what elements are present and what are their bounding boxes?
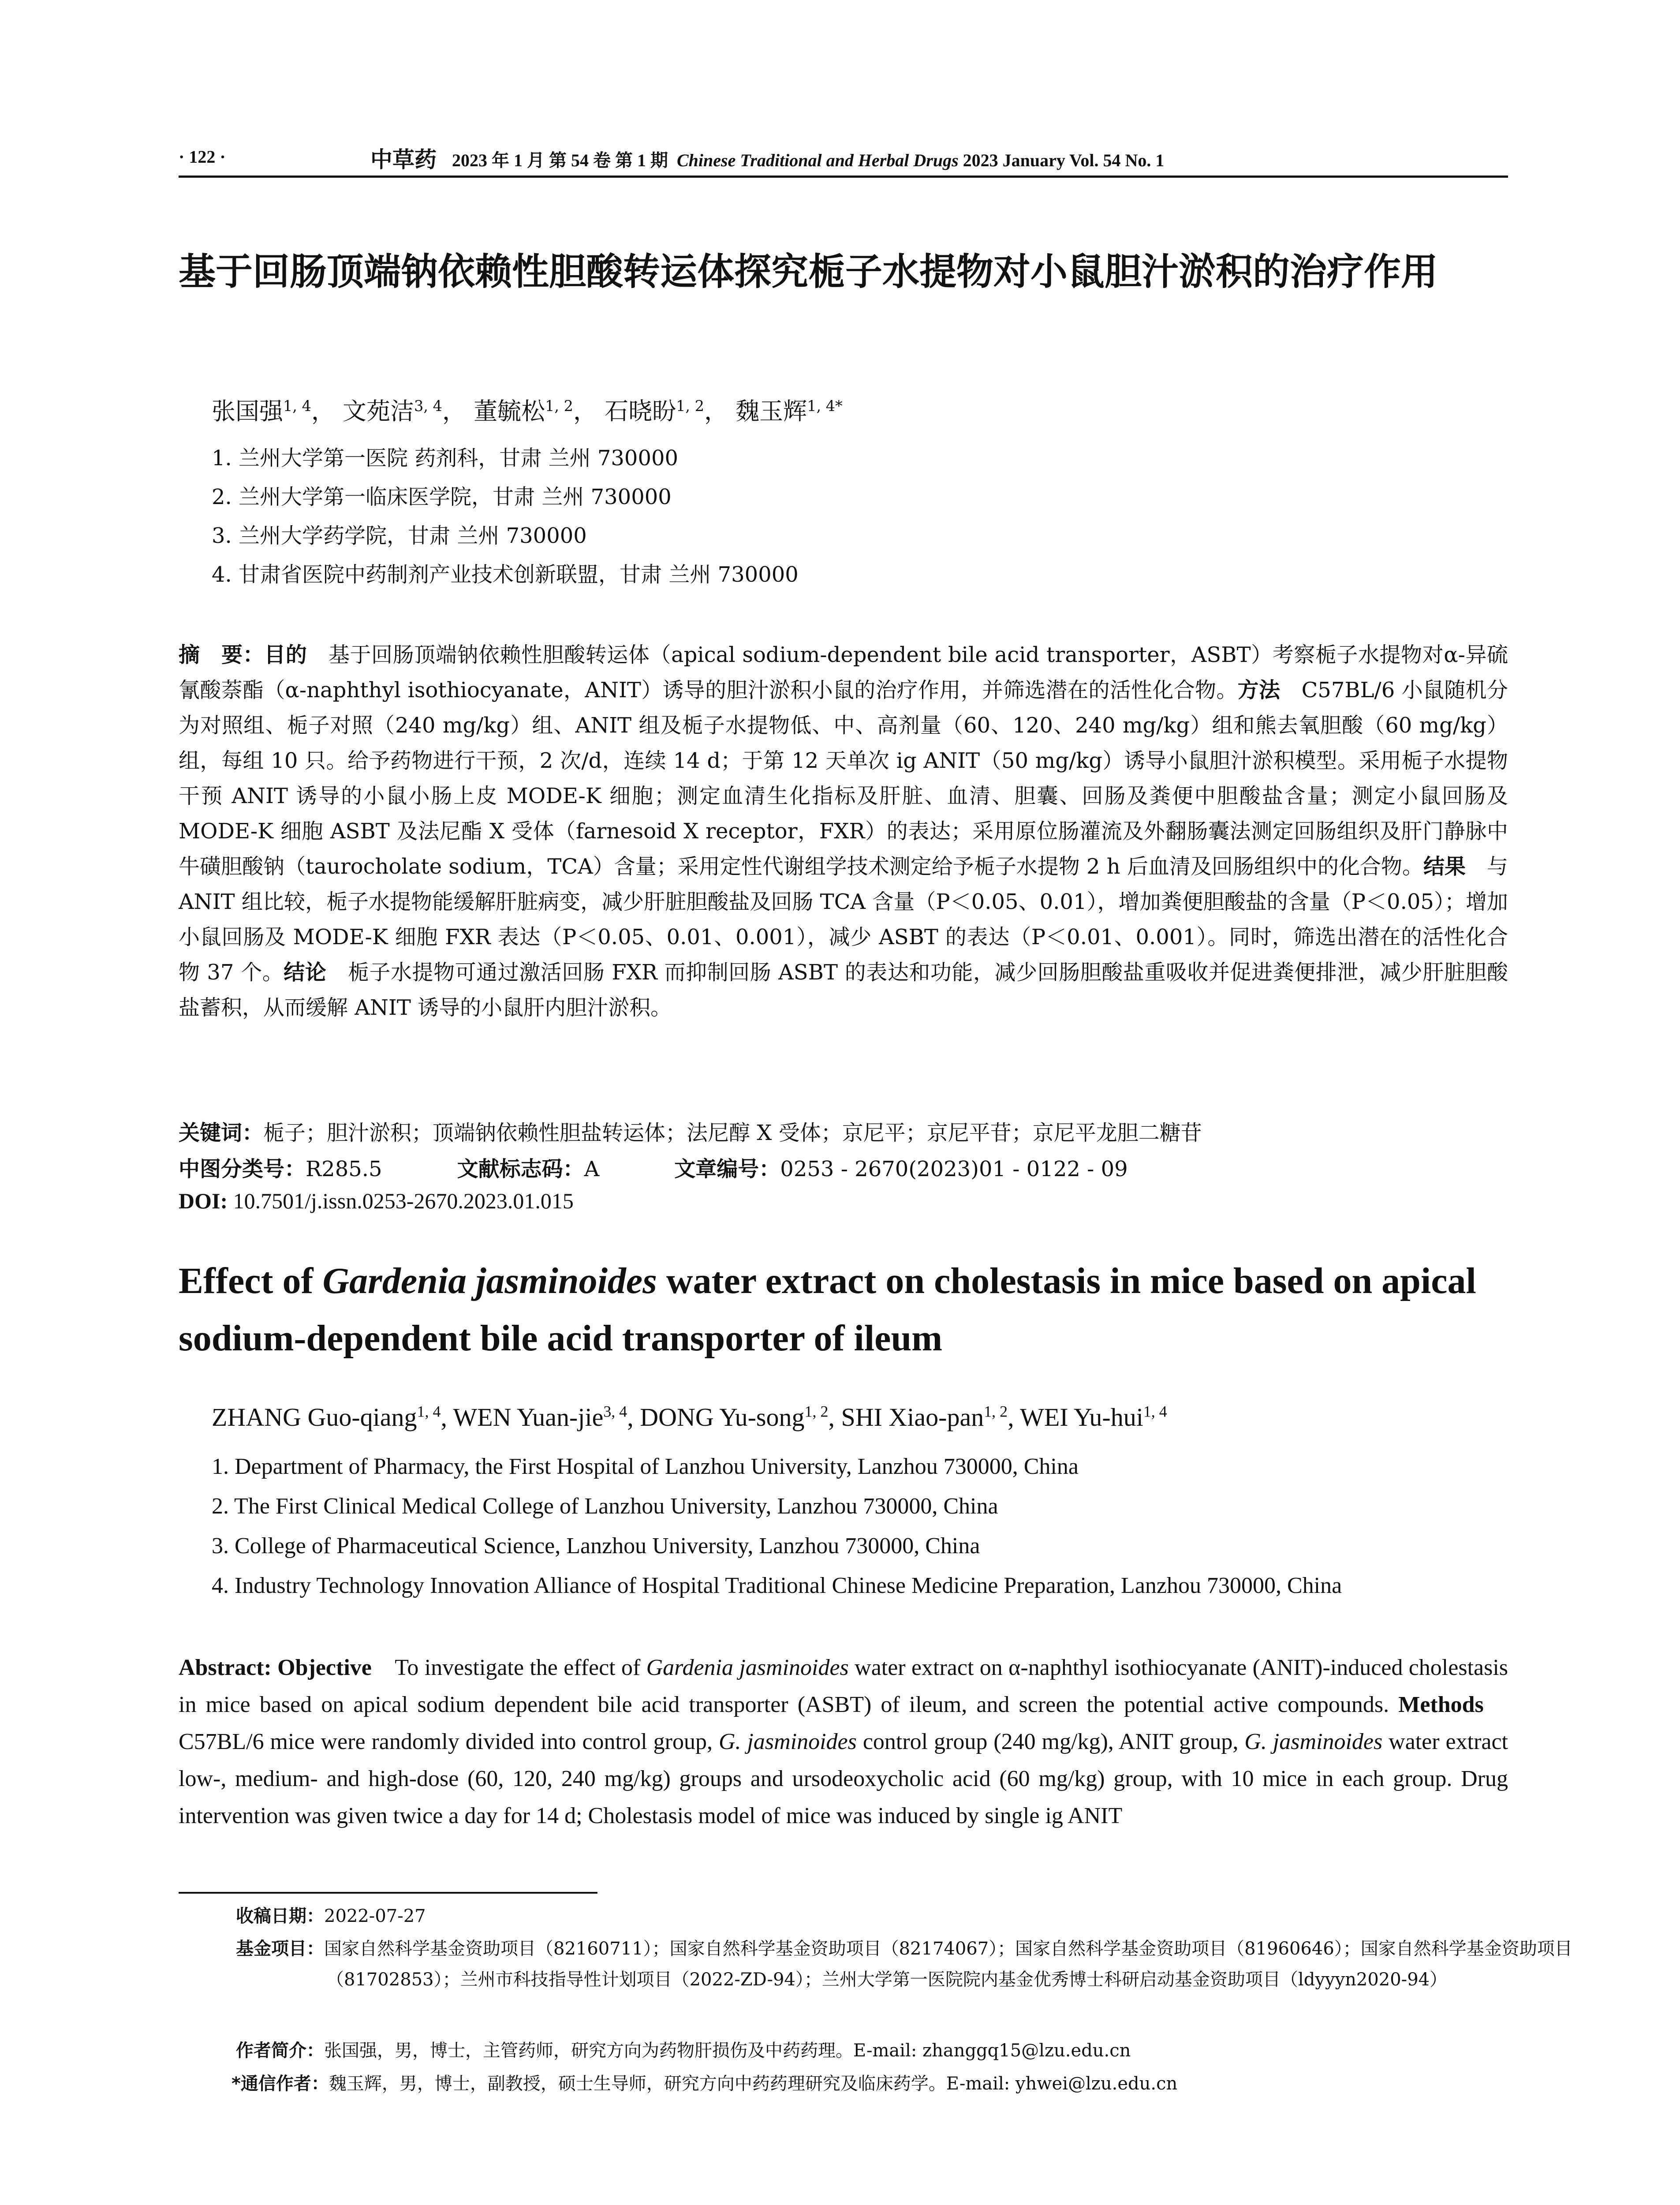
journal-logo: 中草药 [370, 146, 437, 172]
running-header [179, 142, 1508, 172]
en-title: Effect of Gardenia jasminoides water extract on cholestasis in mice based on apical sodium-dependent bile acid transporter of ileum [179, 1260, 1476, 1359]
doc-code-value: A [584, 1157, 600, 1181]
en-abstract-label: Abstract: Objective [179, 1655, 372, 1680]
article-number-value: 0253 - 2670(2023)01 - 0122 - 09 [780, 1157, 1128, 1181]
keywords-label: 关键词： [179, 1121, 264, 1145]
cn-affiliation: 1. 兰州大学第一医院 药剂科，甘肃 兰州 730000 [212, 446, 679, 471]
cn-affiliation: 2. 兰州大学第一临床医学院，甘肃 兰州 730000 [212, 485, 672, 509]
en-author-list: ZHANG Guo-qiang$^{1, 4}$, WEN Yuan-jie$^{3, 4}$, DONG Yu-song$^{1, 2}$, SHI Xiao-pan$^{1, 2}$, WEI Yu-hui$^{1, 4}$ [212, 1403, 1167, 1432]
en-methods-label: Methods [1398, 1692, 1484, 1717]
classification [179, 1152, 1128, 1182]
en-affiliation: 3. College of Pharmaceutical Science, Lanzhou University, Lanzhou 730000, China [212, 1533, 980, 1558]
cn-author: 石晓盼$^{1, 2}$ [605, 397, 705, 425]
en-affiliation: 1. Department of Pharmacy, the First Hospital of Lanzhou University, Lanzhou 730000, China [212, 1454, 1079, 1479]
clc-value: R285.5 [306, 1157, 382, 1181]
doi [179, 1188, 574, 1214]
cn-methods-text: C57BL/6 小鼠随机分为对照组、栀子对照（240 mg/kg）组、ANIT 组及栀子水提物低、中、高剂量（60、120、240 mg/kg）组和熊去氧胆酸（60 mg/kg）组，每组 10 只。给予药物进行干预，2 次/d，连续 14 d；于第 12 天单次 ig ANIT（50 mg/kg）诱导小鼠胆汁淤积模型。采用栀子水提物干预 ANIT 诱导的小鼠小肠上皮 MODE-K 细胞；测定血清生化指标及肝脏、血清、胆囊、回肠及粪便中胆酸盐含量；测定小鼠回肠及 MODE-K 细胞 ASBT 及法尼酯 X 受体（farnesoid X receptor，FXR）的表达；采用原位肠灌流及外翻肠囊法测定回肠组织及肝门静脉中牛磺胆酸钠（taurocholate sodium，TCA）含量；采用定性代谢组学技术测定给予栀子水提物 2 h 后血清及回肠组织中的化合物。 [179, 678, 1508, 879]
journal-name-en: Chinese Traditional and Herbal Drugs [677, 150, 959, 170]
cn-results-label: 结果 [1423, 854, 1466, 879]
doc-code-label: 文献标志码： [457, 1157, 584, 1181]
doi-value: 10.7501/j.issn.0253-2670.2023.01.015 [233, 1188, 574, 1213]
journal-citation [452, 146, 1164, 172]
en-author: WEI Yu-hui$^{1, 4}$ [1020, 1403, 1167, 1432]
journal-issue-en: 2023 January Vol. 54 No. 1 [963, 150, 1165, 170]
cn-author: 董毓松$^{1, 2}$ [474, 397, 573, 425]
footnote-corresponding: *通信作者：魏玉辉，男，博士，副教授，硕士生导师，研究方向中药药理研究及临床药学。E-mail: yhwei@lzu.edu.cn [231, 2074, 1178, 2094]
en-author: ZHANG Guo-qiang$^{1, 4}$ [212, 1403, 441, 1432]
footnote-received: 收稿日期：2022-07-27 [236, 1906, 426, 1926]
keywords-text: 栀子；胆汁淤积；顶端钠依赖性胆盐转运体；法尼醇 X 受体；京尼平；京尼平苷；京尼平龙胆二糖苷 [263, 1121, 1202, 1145]
cn-objective-text: 基于回肠顶端钠依赖性胆酸转运体（apical sodium-dependent bile acid transporter，ASBT）考察栀子水提物对α-异硫氰酸萘酯（α-naphthyl isothiocyanate，ANIT）诱导的胆汁淤积小鼠的治疗作用，并筛选潜在的活性化合物。 [179, 643, 1508, 703]
cn-methods-label: 方法 [1237, 678, 1281, 703]
header-rule [179, 176, 1508, 178]
doi-label: DOI: [179, 1188, 228, 1213]
cn-title: 基于回肠顶端钠依赖性胆酸转运体探究栀子水提物对小鼠胆汁淤积的治疗作用 [179, 250, 1438, 293]
footnote-author: 作者简介：张国强，男，博士，主管药师，研究方向为药物肝损伤及中药药理。E-mail: zhanggq15@lzu.edu.cn [236, 2041, 1131, 2061]
cn-author-list: 张国强$^{1, 4}$， 文苑洁$^{3, 4}$， 董毓松$^{1, 2}$， 石晓盼$^{1, 2}$， 魏玉辉$^{1, 4*}$ [212, 397, 843, 425]
en-affiliation: 4. Industry Technology Innovation Alliance of Hospital Traditional Chinese Medicine Preparation, Lanzhou 730000, China [212, 1573, 1342, 1598]
cn-affiliation: 4. 甘肃省医院中药制剂产业技术创新联盟，甘肃 兰州 730000 [212, 562, 799, 587]
en-author: DONG Yu-song$^{1, 2}$ [640, 1403, 829, 1432]
clc-label: 中图分类号： [179, 1157, 306, 1181]
en-author: WEN Yuan-jie$^{3, 4}$ [453, 1403, 627, 1432]
cn-author: 文苑洁$^{3, 4}$ [343, 397, 442, 425]
page-number: · 122 · [179, 147, 226, 167]
cn-conclusion-text: 栀子水提物可通过激活回肠 FXR 而抑制回肠 ASBT 的表达和功能，减少回肠胆酸盐重吸收并促进粪便排泄，减少肝脏胆酸盐蓄积，从而缓解 ANIT 诱导的小鼠肝内胆汁淤积。 [179, 960, 1508, 1020]
cn-objective-label: 目的 [264, 643, 307, 667]
journal-issue-cn: 2023 年 1 月 第 54 卷 第 1 期 [452, 150, 668, 170]
keywords [179, 1116, 1202, 1146]
cn-conclusion-label: 结论 [284, 960, 327, 985]
cn-abstract [179, 637, 1508, 1025]
en-author: SHI Xiao-pan$^{1, 2}$ [841, 1403, 1008, 1432]
cn-abstract-label: 摘 要： [179, 643, 265, 667]
cn-author: 张国强$^{1, 4}$ [212, 397, 311, 425]
en-abstract: Abstract: Objective To investigate the effect of Gardenia jasminoides water extract on α-naphthyl isothiocyanate (ANIT)-induced cholestasis in mice based on apical sodium dependent bile acid transporter (ASBT) of ileum, and screen the potential active compounds. Methods C57BL/6 mice were randomly divided into control group, G. jasminoides control group (240 mg/kg), ANIT group, G. jasminoides water extract low-, medium- and high-dose (60, 120, 240 mg/kg) groups and ursodeoxycholic acid (60 mg/kg) group, with 10 mice in each group. Drug intervention was given twice a day for 14 d; Cholestasis model of mice was induced by single ig ANIT [179, 1655, 1508, 1828]
cn-affiliation: 3. 兰州大学药学院，甘肃 兰州 730000 [212, 523, 587, 548]
en-affiliation: 2. The First Clinical Medical College of Lanzhou University, Lanzhou 730000, China [212, 1494, 998, 1519]
en-title-species: Gardenia jasminoides [322, 1260, 657, 1301]
footnote-rule [179, 1892, 597, 1894]
footnote-funding: 基金项目：国家自然科学基金资助项目（82160711）；国家自然科学基金资助项目（82174067）；国家自然科学基金资助项目（81960646）；国家自然科学基金资助项目（81702853）；兰州市科技指导性计划项目（2022-ZD-94）；兰州大学第一医院院内基金优秀博士科研启动基金资助项目（ldyyyn2020-94） [236, 1939, 1572, 1990]
cn-results-text: 与 ANIT 组比较，栀子水提物能缓解肝脏病变，减少肝脏胆酸盐及回肠 TCA 含量（P＜0.05、0.01），增加粪便胆酸盐的含量（P＜0.05）；增加小鼠回肠及 MODE-K 细胞 FXR 表达（P＜0.05、0.01、0.001），减少 ASBT 的表达（P＜0.01、0.001）。同时，筛选出潜在的活性化合物 37 个。 [179, 854, 1508, 985]
article-number-label: 文章编号： [674, 1157, 780, 1181]
cn-author: 魏玉辉$^{1, 4*}$ [735, 397, 843, 425]
